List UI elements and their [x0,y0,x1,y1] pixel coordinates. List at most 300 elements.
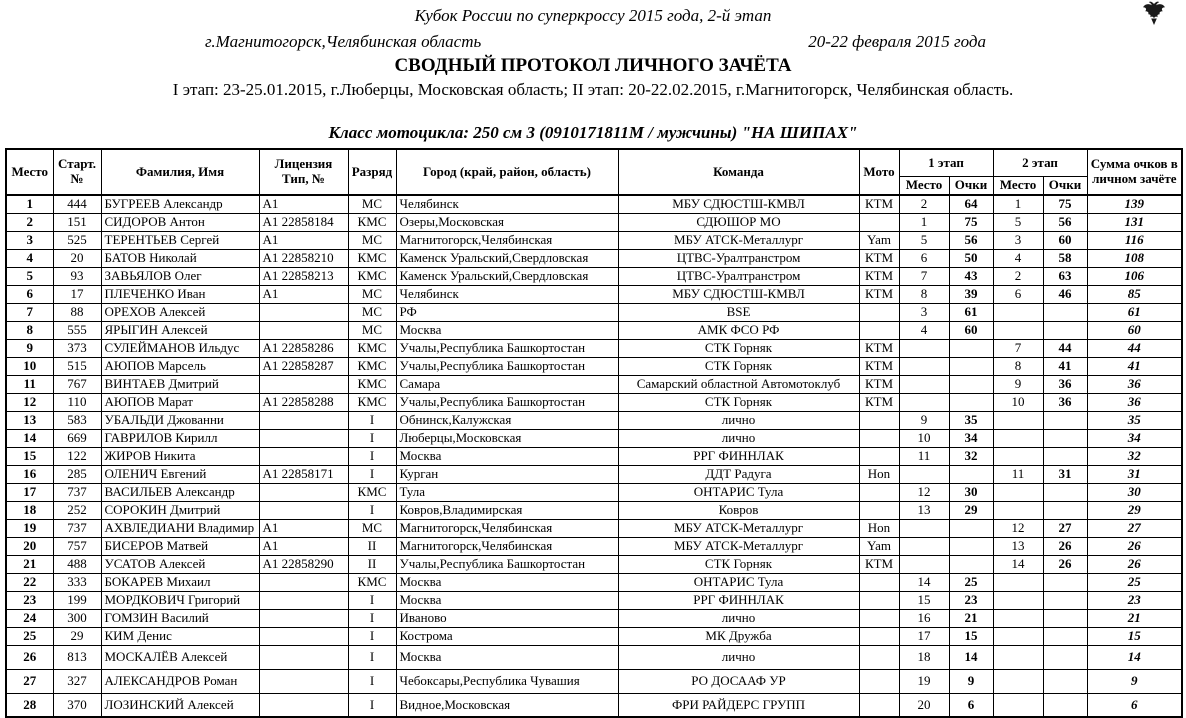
start-number-cell: 122 [53,447,101,465]
stage1-points-cell: 39 [949,285,993,303]
stage1-place-cell: 11 [899,447,949,465]
rank-cell: МС [348,195,396,213]
stage2-place-cell: 2 [993,267,1043,285]
name-cell: ВАСИЛЬЕВ Александр [101,483,259,501]
license-cell: А1 22858288 [259,393,348,411]
table-row [6,213,1182,231]
stage1-place-cell: 12 [899,483,949,501]
rank-cell: КМС [348,573,396,591]
total-points-cell: 131 [1087,213,1182,231]
total-points-cell: 26 [1087,537,1182,555]
place-cell: 13 [6,411,53,429]
stage1-place-cell: 16 [899,609,949,627]
city-cell: Видное,Московская [396,693,618,717]
stage2-place-cell [993,591,1043,609]
city-cell: Иваново [396,609,618,627]
table-row [6,447,1182,465]
stage1-points-cell: 43 [949,267,993,285]
team-cell: СТК Горняк [618,555,859,573]
col-header-name: Фамилия, Имя [101,149,259,195]
stage2-points-cell: 60 [1043,231,1087,249]
table-row [6,375,1182,393]
start-number-cell: 300 [53,609,101,627]
stages-info: I этап: 23-25.01.2015, г.Люберцы, Московская область; II этап: 20-22.02.2015, г.Магнитогорск, Челябинская область. [172,80,1014,99]
start-number-cell: 767 [53,375,101,393]
city-cell: Магнитогорск,Челябинская [396,537,618,555]
table-row [6,609,1182,627]
moto-cell [859,303,899,321]
stage2-points-cell [1043,669,1087,693]
stage1-points-cell: 9 [949,669,993,693]
results-table [5,148,1183,718]
stage1-points-cell [949,375,993,393]
start-number-cell: 17 [53,285,101,303]
total-points-cell: 35 [1087,411,1182,429]
stage2-points-cell [1043,573,1087,591]
table-row [6,555,1182,573]
city-cell: Москва [396,573,618,591]
stage2-place-cell [993,447,1043,465]
city-cell: Учалы,Республика Башкортостан [396,393,618,411]
team-cell: лично [618,411,859,429]
rank-cell: МС [348,303,396,321]
place-cell: 14 [6,429,53,447]
stage2-place-cell: 14 [993,555,1043,573]
total-points-cell: 9 [1087,669,1182,693]
stage2-points-cell: 26 [1043,537,1087,555]
place-cell: 11 [6,375,53,393]
stage1-place-cell: 8 [899,285,949,303]
table-row [6,627,1182,645]
stage2-place-cell: 9 [993,375,1043,393]
moto-cell [859,591,899,609]
stage2-points-cell [1043,591,1087,609]
name-cell: БОКАРЕВ Михаил [101,573,259,591]
page-title: Кубок России по суперкроссу 2015 года, 2-й этап [414,6,772,25]
stage2-place-cell: 12 [993,519,1043,537]
rank-cell: МС [348,321,396,339]
stage2-points-cell [1043,627,1087,645]
city-cell: Каменск Уральский,Свердловская [396,267,618,285]
name-cell: ГОМЗИН Василий [101,609,259,627]
table-row [6,645,1182,669]
total-points-cell: 6 [1087,693,1182,717]
place-cell: 16 [6,465,53,483]
rank-cell: МС [348,231,396,249]
rank-cell: I [348,465,396,483]
results-table-body [6,195,1182,717]
place-cell: 24 [6,609,53,627]
table-row [6,249,1182,267]
name-cell: ГАВРИЛОВ Кирилл [101,429,259,447]
name-cell: МОСКАЛЁВ Алексей [101,645,259,669]
team-cell: лично [618,609,859,627]
stage1-place-cell: 15 [899,591,949,609]
team-cell: СТК Горняк [618,339,859,357]
city-cell: Москва [396,591,618,609]
license-cell [259,645,348,669]
rank-cell: I [348,411,396,429]
total-points-cell: 15 [1087,627,1182,645]
team-cell: СДЮШОР МО [618,213,859,231]
city-cell: Москва [396,645,618,669]
license-cell [259,573,348,591]
team-cell: СТК Горняк [618,357,859,375]
stage1-place-cell: 3 [899,303,949,321]
total-points-cell: 34 [1087,429,1182,447]
rank-cell: КМС [348,267,396,285]
moto-cell: КТМ [859,285,899,303]
city-cell: Самара [396,375,618,393]
stage2-place-cell [993,483,1043,501]
team-cell: ОНТАРИС Тула [618,483,859,501]
stage1-points-cell: 23 [949,591,993,609]
name-cell: СОРОКИН Дмитрий [101,501,259,519]
stage2-place-cell: 3 [993,231,1043,249]
name-cell: КИМ Денис [101,627,259,645]
name-cell: ЛОЗИНСКИЙ Алексей [101,693,259,717]
city-cell: Чебоксары,Республика Чувашия [396,669,618,693]
place-cell: 7 [6,303,53,321]
city-cell: Учалы,Республика Башкортостан [396,339,618,357]
license-cell [259,411,348,429]
stage2-place-cell [993,573,1043,591]
team-cell: РО ДОСААФ УР [618,669,859,693]
name-cell: ВИНТАЕВ Дмитрий [101,375,259,393]
stage2-place-cell [993,669,1043,693]
col-header-stage1-place: Место [899,177,949,196]
stage2-points-cell: 27 [1043,519,1087,537]
rank-cell: МС [348,519,396,537]
place-cell: 25 [6,627,53,645]
event-dates-text: 20-22 февраля 2015 года [808,32,986,51]
team-cell: Самарский областной Автомотоклуб [618,375,859,393]
stage2-place-cell: 8 [993,357,1043,375]
stage2-place-cell: 6 [993,285,1043,303]
name-cell: ЯРЫГИН Алексей [101,321,259,339]
rank-cell: КМС [348,483,396,501]
stage2-points-cell: 41 [1043,357,1087,375]
stage1-place-cell: 4 [899,321,949,339]
license-cell: А1 22858171 [259,465,348,483]
team-cell: СТК Горняк [618,393,859,411]
stage1-place-cell [899,375,949,393]
stage1-points-cell: 6 [949,693,993,717]
total-points-cell: 139 [1087,195,1182,213]
stage1-points-cell: 61 [949,303,993,321]
start-number-cell: 93 [53,267,101,285]
city-cell: Ковров,Владимирская [396,501,618,519]
name-cell: ЗАВЬЯЛОВ Олег [101,267,259,285]
name-cell: ПЛЕЧЕНКО Иван [101,285,259,303]
license-cell [259,321,348,339]
city-cell: Москва [396,321,618,339]
license-cell: А1 [259,195,348,213]
team-cell: РРГ ФИННЛАК [618,591,859,609]
name-cell: БИСЕРОВ Матвей [101,537,259,555]
city-cell: Обнинск,Калужская [396,411,618,429]
name-cell: БУГРЕЕВ Александр [101,195,259,213]
license-cell: А1 22858210 [259,249,348,267]
start-number-cell: 285 [53,465,101,483]
license-cell: А1 [259,285,348,303]
city-cell: Учалы,Республика Башкортостан [396,555,618,573]
team-cell: ЦТВС-Уралтранстром [618,249,859,267]
start-number-cell: 583 [53,411,101,429]
moto-cell [859,213,899,231]
license-cell [259,627,348,645]
start-number-cell: 110 [53,393,101,411]
table-row [6,537,1182,555]
stage1-points-cell: 64 [949,195,993,213]
name-cell: СИДОРОВ Антон [101,213,259,231]
stage2-place-cell [993,411,1043,429]
team-cell: ОНТАРИС Тула [618,573,859,591]
stage2-place-cell: 5 [993,213,1043,231]
moto-cell [859,321,899,339]
start-number-cell: 373 [53,339,101,357]
rank-cell: I [348,501,396,519]
total-points-cell: 29 [1087,501,1182,519]
stage2-place-cell: 11 [993,465,1043,483]
stage1-points-cell: 15 [949,627,993,645]
rank-cell: I [348,669,396,693]
table-row [6,465,1182,483]
place-cell: 22 [6,573,53,591]
start-number-cell: 333 [53,573,101,591]
table-row [6,669,1182,693]
moto-cell: КТМ [859,267,899,285]
start-number-cell: 515 [53,357,101,375]
place-cell: 10 [6,357,53,375]
start-number-cell: 737 [53,519,101,537]
city-cell: Тула [396,483,618,501]
stage2-points-cell [1043,483,1087,501]
stage1-place-cell: 5 [899,231,949,249]
stage2-place-cell [993,645,1043,669]
place-cell: 26 [6,645,53,669]
license-cell: А1 22858286 [259,339,348,357]
col-header-rank: Разряд [348,149,396,195]
stage2-points-cell: 56 [1043,213,1087,231]
license-cell [259,693,348,717]
moto-cell: КТМ [859,393,899,411]
place-cell: 17 [6,483,53,501]
stage1-points-cell: 56 [949,231,993,249]
stage1-place-cell: 18 [899,645,949,669]
total-points-cell: 26 [1087,555,1182,573]
license-cell [259,483,348,501]
table-row [6,591,1182,609]
city-cell: Магнитогорск,Челябинская [396,231,618,249]
moto-cell: КТМ [859,195,899,213]
stage1-place-cell: 6 [899,249,949,267]
name-cell: АЮПОВ Марсель [101,357,259,375]
stage1-place-cell [899,357,949,375]
start-number-cell: 252 [53,501,101,519]
city-cell: Челябинск [396,285,618,303]
moto-cell: Yam [859,537,899,555]
team-cell: ДДТ Радуга [618,465,859,483]
col-header-total: Сумма очков в личном зачёте [1087,149,1182,195]
stage1-place-cell: 17 [899,627,949,645]
stage1-place-cell: 10 [899,429,949,447]
stage1-points-cell [949,555,993,573]
stage1-points-cell: 60 [949,321,993,339]
rank-cell: I [348,447,396,465]
team-cell: лично [618,645,859,669]
stage1-place-cell [899,519,949,537]
moto-cell: КТМ [859,375,899,393]
team-cell: МБУ АТСК-Металлург [618,537,859,555]
col-header-stage2: 2 этап [993,149,1087,177]
city-cell: Каменск Уральский,Свердловская [396,249,618,267]
stage2-points-cell [1043,303,1087,321]
total-points-cell: 108 [1087,249,1182,267]
team-cell: МБУ СДЮСТШ-КМВЛ [618,285,859,303]
rank-cell: I [348,645,396,669]
stage2-points-cell [1043,429,1087,447]
license-cell: А1 [259,537,348,555]
city-cell: Магнитогорск,Челябинская [396,519,618,537]
place-cell: 18 [6,501,53,519]
stage2-points-cell: 58 [1043,249,1087,267]
place-cell: 19 [6,519,53,537]
place-cell: 3 [6,231,53,249]
moto-cell [859,627,899,645]
team-cell: ЦТВС-Уралтранстром [618,267,859,285]
venue-date-line [0,32,1186,52]
col-header-city: Город (край, район, область) [396,149,618,195]
stage1-points-cell [949,393,993,411]
table-row [6,501,1182,519]
table-row [6,339,1182,357]
rank-cell: I [348,693,396,717]
place-cell: 2 [6,213,53,231]
stage2-place-cell [993,627,1043,645]
rank-cell: КМС [348,393,396,411]
total-points-cell: 41 [1087,357,1182,375]
rank-cell: I [348,429,396,447]
moto-cell: КТМ [859,555,899,573]
total-points-cell: 61 [1087,303,1182,321]
stage2-place-cell: 4 [993,249,1043,267]
start-number-cell: 88 [53,303,101,321]
stage1-place-cell [899,537,949,555]
rank-cell: МС [348,285,396,303]
stage1-place-cell [899,393,949,411]
team-cell: Ковров [618,501,859,519]
place-cell: 28 [6,693,53,717]
page-header [0,0,1186,143]
start-number-cell: 669 [53,429,101,447]
stage1-place-cell: 20 [899,693,949,717]
table-row [6,195,1182,213]
total-points-cell: 44 [1087,339,1182,357]
city-cell: Москва [396,447,618,465]
stage1-points-cell: 50 [949,249,993,267]
total-points-cell: 21 [1087,609,1182,627]
stage2-points-cell: 36 [1043,375,1087,393]
col-header-moto: Мото [859,149,899,195]
stage1-points-cell: 21 [949,609,993,627]
stage2-place-cell: 1 [993,195,1043,213]
stage1-place-cell: 7 [899,267,949,285]
rank-cell: КМС [348,375,396,393]
moto-cell: Yam [859,231,899,249]
license-cell: А1 [259,519,348,537]
table-row [6,231,1182,249]
moto-cell [859,669,899,693]
total-points-cell: 23 [1087,591,1182,609]
license-cell: А1 22858290 [259,555,348,573]
name-cell: УБАЛЬДИ Джованни [101,411,259,429]
place-cell: 6 [6,285,53,303]
start-number-cell: 444 [53,195,101,213]
stage1-points-cell: 34 [949,429,993,447]
city-cell: Курган [396,465,618,483]
stage1-points-cell [949,537,993,555]
name-cell: АЛЕКСАНДРОВ Роман [101,669,259,693]
city-cell: Учалы,Республика Башкортостан [396,357,618,375]
total-points-cell: 60 [1087,321,1182,339]
license-cell [259,609,348,627]
double-headed-eagle-icon [1142,0,1166,30]
total-points-cell: 106 [1087,267,1182,285]
stage1-points-cell [949,519,993,537]
stage1-points-cell: 25 [949,573,993,591]
stage2-points-cell: 36 [1043,393,1087,411]
moto-cell [859,483,899,501]
city-cell: Люберцы,Московская [396,429,618,447]
table-row [6,519,1182,537]
stage1-points-cell [949,357,993,375]
col-header-stage1: 1 этап [899,149,993,177]
license-cell: А1 22858287 [259,357,348,375]
license-cell: А1 22858213 [259,267,348,285]
table-row [6,411,1182,429]
stage1-place-cell [899,465,949,483]
place-cell: 5 [6,267,53,285]
place-cell: 4 [6,249,53,267]
name-cell: СУЛЕЙМАНОВ Ильдус [101,339,259,357]
name-cell: ОЛЕНИЧ Евгений [101,465,259,483]
team-cell: МБУ АТСК-Металлург [618,519,859,537]
stage2-points-cell [1043,609,1087,627]
moto-cell [859,609,899,627]
stage1-points-cell: 29 [949,501,993,519]
license-cell [259,669,348,693]
moto-cell [859,693,899,717]
place-cell: 27 [6,669,53,693]
license-cell [259,429,348,447]
rank-cell: КМС [348,357,396,375]
stage2-points-cell: 46 [1043,285,1087,303]
start-number-cell: 813 [53,645,101,669]
name-cell: ЖИРОВ Никита [101,447,259,465]
total-points-cell: 36 [1087,393,1182,411]
moto-cell [859,501,899,519]
stage2-points-cell: 26 [1043,555,1087,573]
name-cell: ОРЕХОВ Алексей [101,303,259,321]
place-cell: 9 [6,339,53,357]
table-row [6,573,1182,591]
total-points-cell: 31 [1087,465,1182,483]
table-row [6,693,1182,717]
total-points-cell: 36 [1087,375,1182,393]
results-table-header [6,149,1182,195]
stage2-points-cell [1043,645,1087,669]
